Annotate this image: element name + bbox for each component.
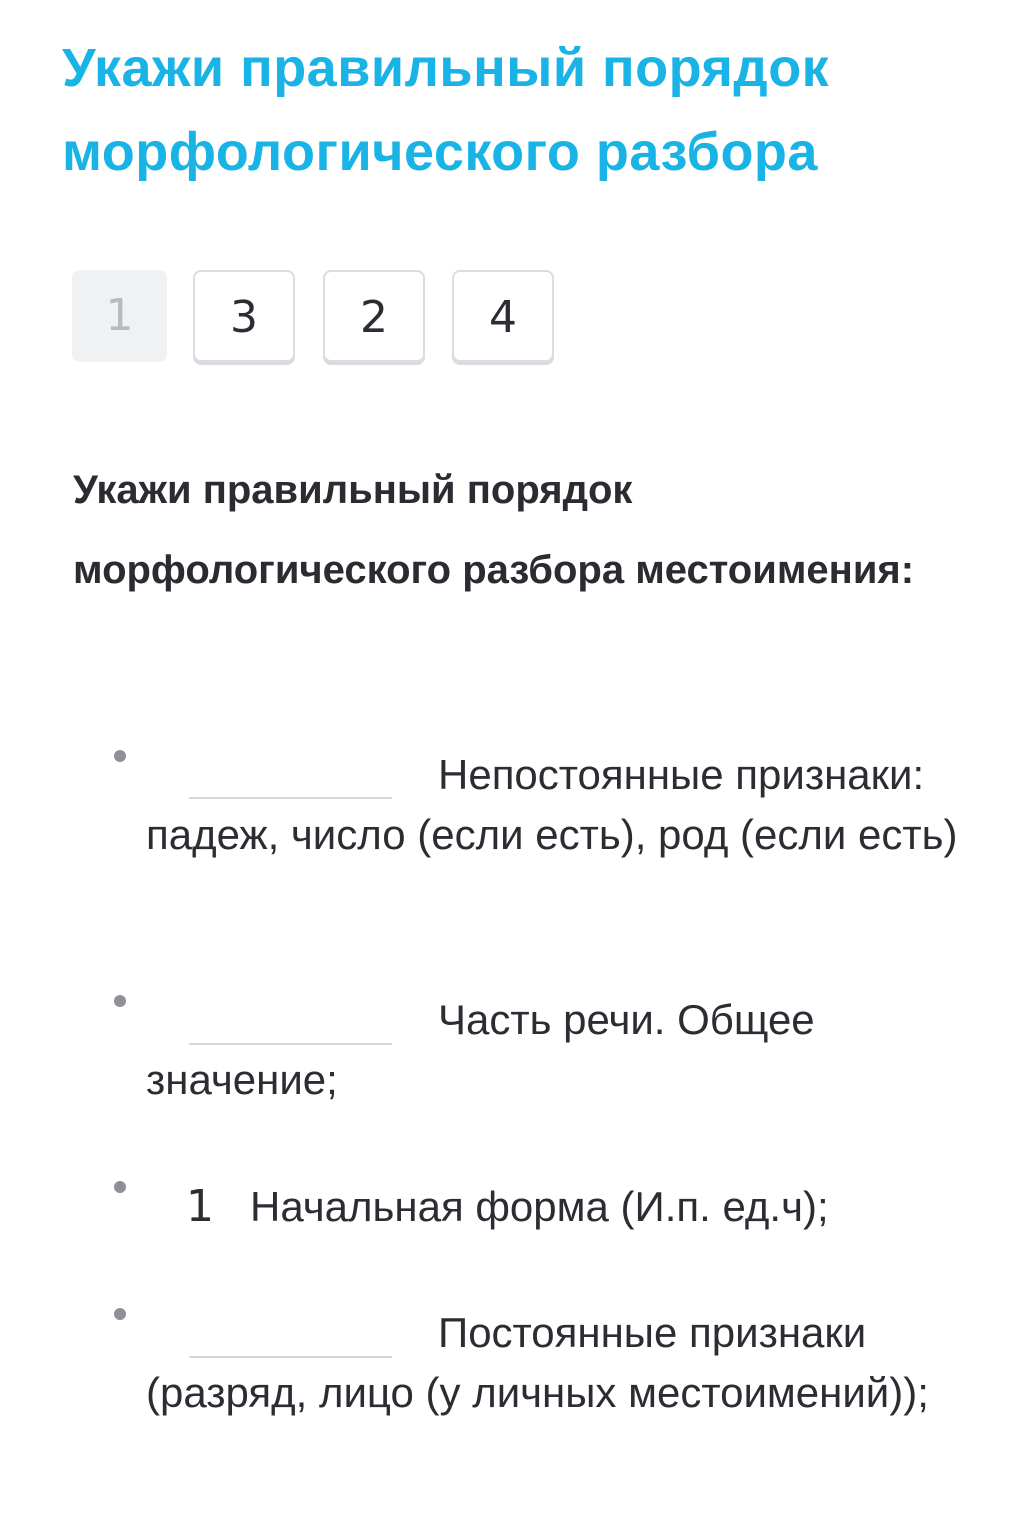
bullet-icon [114, 750, 126, 762]
answer-tile-1: 1 [72, 270, 167, 362]
answer-tile-2[interactable]: 2 [323, 270, 425, 362]
item-text: Постоянные признаки (разряд, лицо (у личных местоимений)); [146, 1309, 929, 1416]
answer-tile-4[interactable]: 4 [452, 270, 554, 362]
bullet-icon [114, 1308, 126, 1320]
item-text: Начальная форма (И.п. ед.ч); [250, 1183, 829, 1230]
bullet-icon [114, 995, 126, 1007]
question-text: Укажи правильный порядок морфологического разбора местоимения: [73, 468, 915, 592]
item-text: Часть речи. Общее значение; [146, 996, 815, 1103]
bullet-icon [114, 1181, 126, 1193]
page-title: Укажи правильный порядок морфологического разбора [62, 38, 830, 182]
answer-slot-filled[interactable]: 1 [186, 1181, 214, 1232]
answer-tile-3[interactable]: 3 [193, 270, 295, 362]
item-text: Непостоянные признаки: падеж, число (если есть), род (если есть) [146, 751, 958, 858]
